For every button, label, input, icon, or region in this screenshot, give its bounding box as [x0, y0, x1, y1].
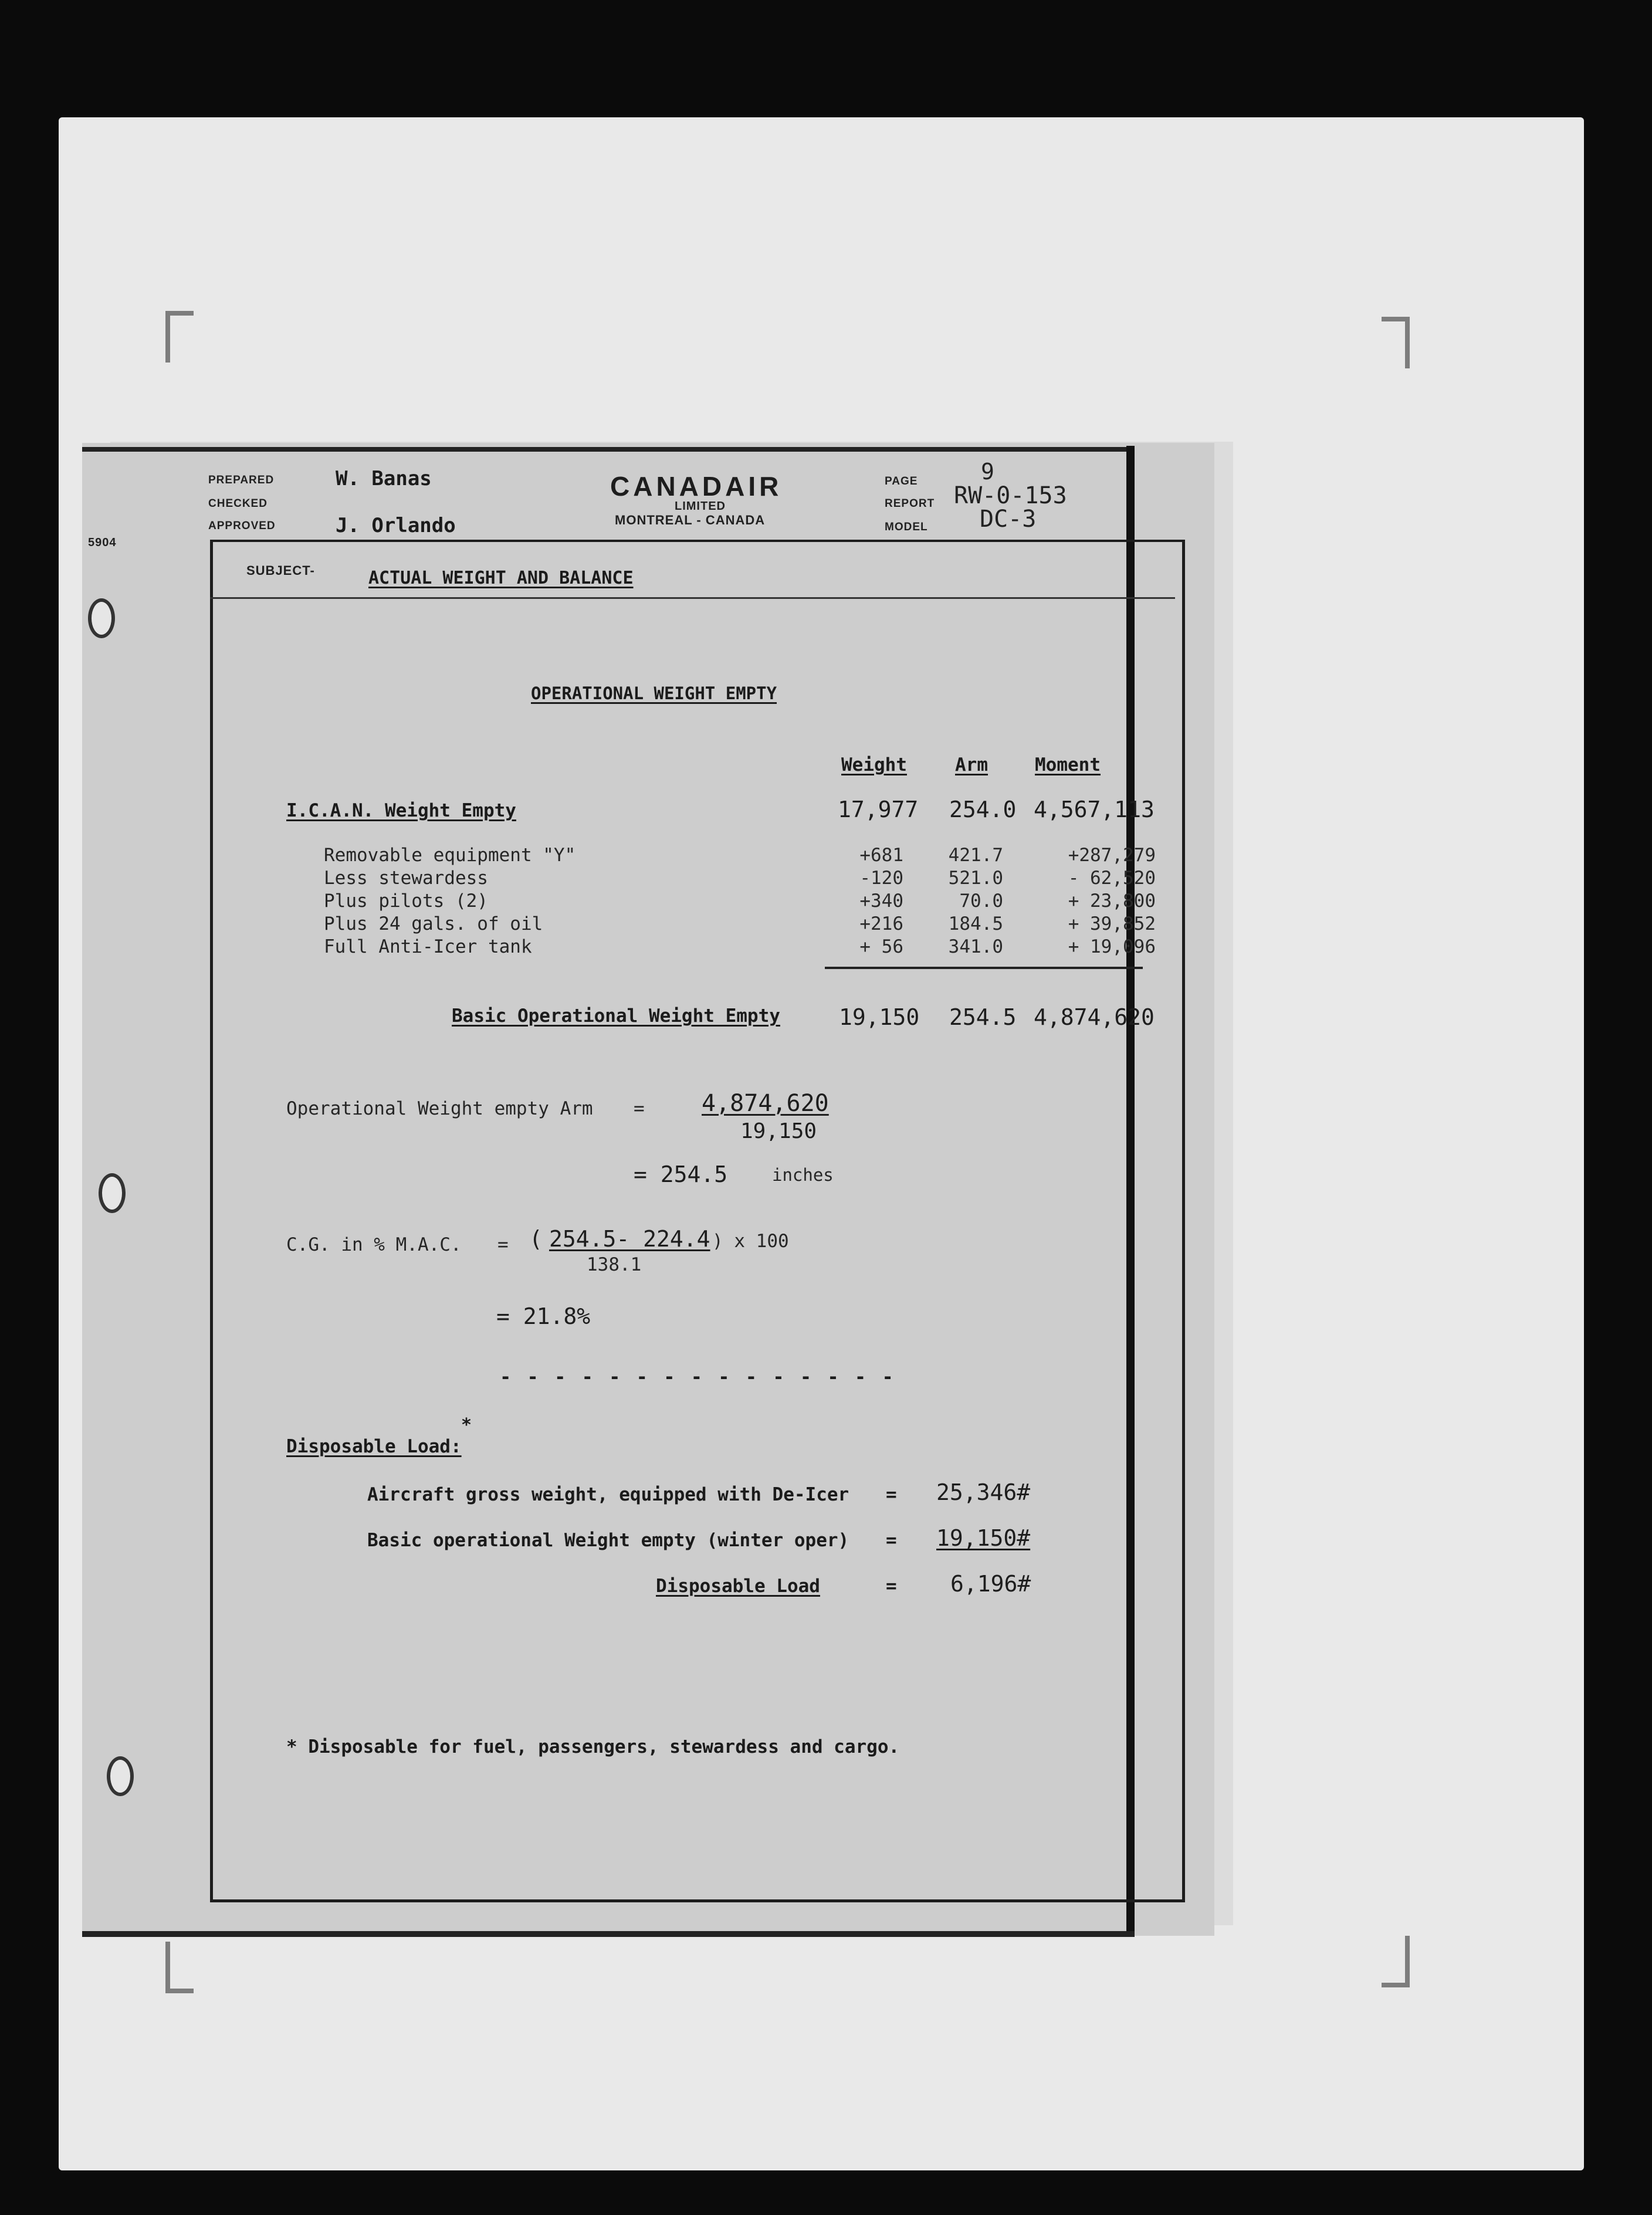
sheet-bottom-edge	[82, 1931, 1135, 1937]
page-number: 9	[981, 459, 994, 485]
basic-label: Basic Operational Weight Empty	[452, 1005, 780, 1027]
approved-label: APPROVED	[208, 520, 276, 532]
basic-oper-label: Basic operational Weight empty (winter oper)	[367, 1530, 849, 1551]
item-weight: +340	[859, 890, 903, 912]
item-moment: + 19,096	[1068, 936, 1156, 957]
owe-result: = 254.5	[634, 1161, 728, 1187]
col-weight: Weight	[841, 754, 907, 775]
col-moment: Moment	[1035, 754, 1101, 775]
cg-open-paren: (	[529, 1226, 543, 1252]
owe-arm-label: Operational Weight empty Arm	[286, 1098, 593, 1119]
item-moment: + 39,852	[1068, 913, 1156, 934]
disposable-heading: Disposable Load:	[286, 1436, 462, 1457]
item-arm: 341.0	[948, 936, 1003, 957]
owe-equals: =	[634, 1098, 645, 1119]
prepared-by: W. Banas	[336, 467, 432, 490]
form-frame	[210, 540, 1185, 1902]
crop-mark-top-right	[1382, 317, 1410, 368]
item-label: Less stewardess	[324, 868, 488, 889]
basic-oper-equals: =	[886, 1530, 897, 1551]
item-weight: +681	[859, 845, 903, 866]
disposable-load-value: 6,196#	[950, 1571, 1031, 1597]
item-arm: 70.0	[959, 890, 1003, 912]
company-name: CANADAIR	[610, 471, 783, 502]
company-city: MONTREAL - CANADA	[615, 513, 766, 527]
item-weight: +216	[859, 913, 903, 934]
report-label: REPORT	[885, 497, 935, 510]
item-label: Plus 24 gals. of oil	[324, 913, 543, 934]
owe-numerator: 4,874,620	[702, 1090, 829, 1117]
sum-rule	[825, 967, 1143, 969]
basic-weight: 19,150	[839, 1004, 920, 1030]
cg-label: C.G. in % M.A.C.	[286, 1234, 462, 1255]
footnote: * Disposable for fuel, passengers, stewardess and cargo.	[286, 1736, 900, 1757]
basic-oper-value: 19,150#	[936, 1525, 1031, 1551]
checked-label: CHECKED	[208, 497, 268, 510]
item-arm: 421.7	[948, 845, 1003, 866]
binder-hole-bottom	[107, 1756, 134, 1796]
cg-denominator: 138.1	[587, 1254, 642, 1275]
company-sub: LIMITED	[675, 500, 726, 513]
icao-label: I.C.A.N. Weight Empty	[286, 800, 516, 821]
cg-result: = 21.8%	[496, 1303, 591, 1329]
item-moment: +287,279	[1068, 845, 1156, 866]
binder-hole-top	[88, 598, 115, 638]
icao-weight: 17,977	[838, 797, 919, 822]
item-arm: 184.5	[948, 913, 1003, 934]
item-label: Plus pilots (2)	[324, 890, 488, 912]
owe-denominator: 19,150	[740, 1119, 817, 1143]
item-arm: 521.0	[948, 868, 1003, 889]
prepared-label: PREPARED	[208, 474, 275, 486]
gross-equals: =	[886, 1484, 897, 1505]
model-label: MODEL	[885, 521, 928, 533]
gross-label: Aircraft gross weight, equipped with De-Icer	[367, 1484, 849, 1505]
icao-arm: 254.0	[949, 797, 1017, 822]
page-label: PAGE	[885, 475, 918, 487]
disposable-load-label: Disposable Load	[656, 1576, 820, 1597]
cg-numerator: 254.5- 224.4	[549, 1226, 710, 1252]
crop-mark-bottom-left	[165, 1942, 194, 1993]
disposable-star: *	[461, 1415, 472, 1435]
col-arm: Arm	[955, 754, 988, 775]
basic-moment: 4,874,620	[1034, 1004, 1155, 1030]
cg-close-paren: ) x 100	[712, 1231, 789, 1252]
subject-text: ACTUAL WEIGHT AND BALANCE	[368, 568, 634, 588]
binder-hole-middle	[99, 1173, 126, 1213]
item-weight: + 56	[859, 936, 903, 957]
dashed-separator: - - - - - - - - - - - - - - -	[500, 1366, 896, 1388]
item-weight: -120	[859, 868, 903, 889]
section-title: OPERATIONAL WEIGHT EMPTY	[531, 683, 777, 703]
item-moment: - 62,520	[1068, 868, 1156, 889]
item-label: Full Anti-Icer tank	[324, 936, 532, 957]
icao-moment: 4,567,113	[1034, 797, 1155, 822]
form-number: 5904	[88, 536, 117, 549]
basic-arm: 254.5	[949, 1004, 1017, 1030]
item-label: Removable equipment "Y"	[324, 845, 576, 866]
owe-unit: inches	[772, 1165, 834, 1185]
report-number: RW-0-153	[954, 482, 1067, 509]
sheet-top-edge	[82, 447, 1135, 452]
subject-rule	[210, 597, 1175, 599]
subject-label: SUBJECT-	[246, 563, 315, 578]
item-moment: + 23,800	[1068, 890, 1156, 912]
crop-mark-bottom-right	[1382, 1936, 1410, 1987]
disposable-load-equals: =	[886, 1576, 897, 1597]
gross-value: 25,346#	[936, 1479, 1031, 1505]
approved-by: J. Orlando	[336, 514, 456, 537]
model-value: DC-3	[980, 506, 1037, 533]
cg-equals: =	[497, 1234, 509, 1255]
crop-mark-top-left	[165, 311, 194, 363]
